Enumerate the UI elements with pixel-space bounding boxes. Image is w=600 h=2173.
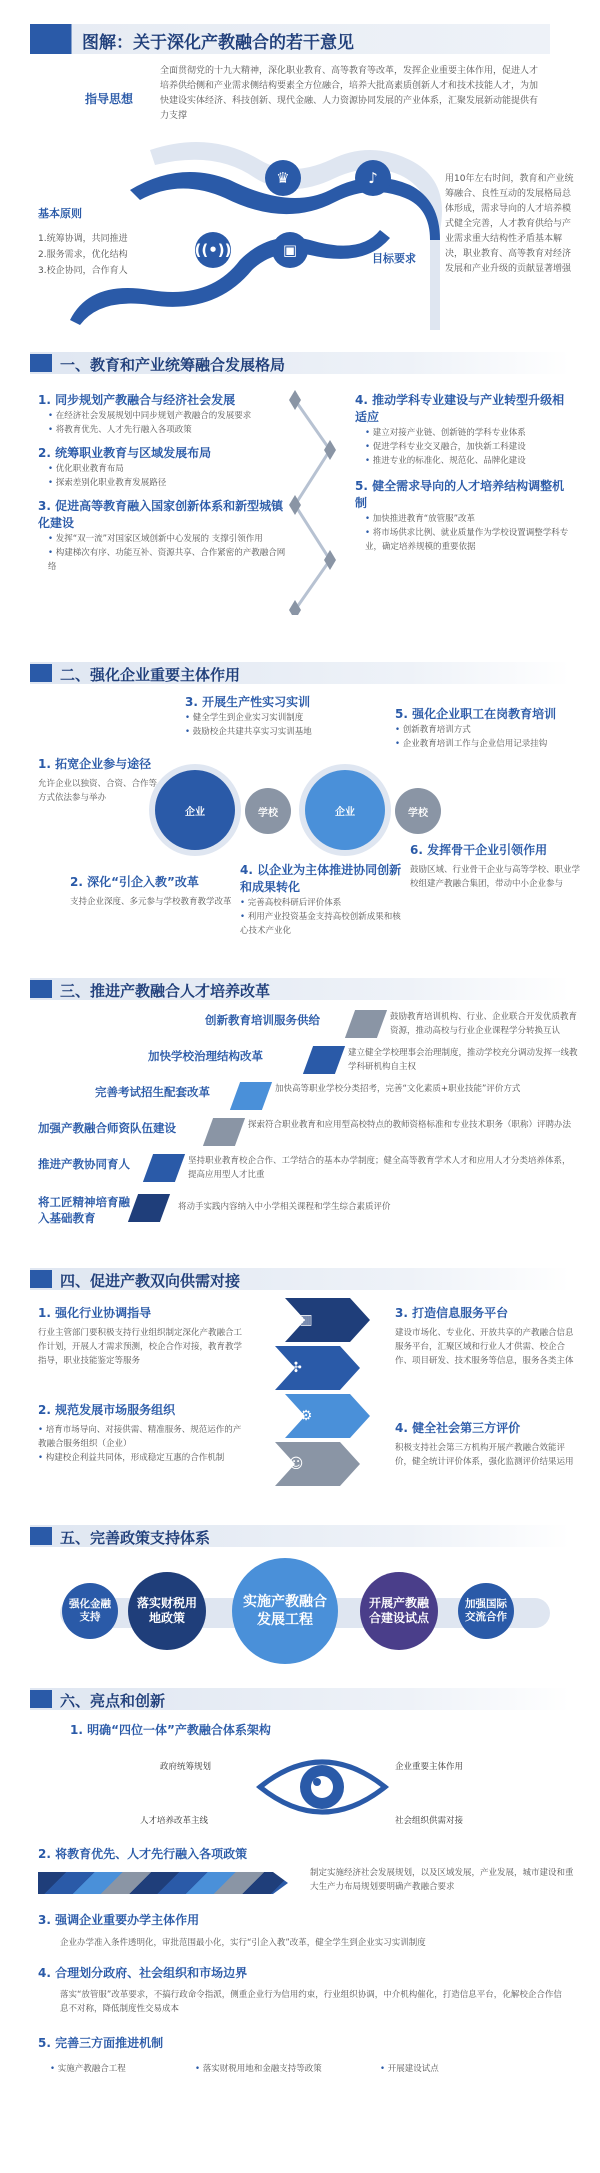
- s3-row5-text: 坚持职业教育校企合作、工学结合的基本办学制度；健全高等教育学术人才和应用人才分类培养体系，提高应用型人才比重: [188, 1156, 571, 1180]
- s1-item3-bullet1: • 发挥“双一流”对国家区域创新中心发展的 支撑引领作用: [38, 532, 293, 546]
- s3-row1-heading: 创新教育培训服务供给: [205, 1013, 320, 1027]
- guide-text: 全面贯彻党的十九大精神，深化职业教育、高等教育等改革，发挥企业重要主体作用，促进人才培养供给侧和产业需求侧结构要素全方位融合，培养大批高素质创新人才和技术技能人才，为加快建设实体经济、科技创新、现代金融、人力资源协同发展的产业体系，汇聚发展新动能提供有力支撑: [160, 66, 539, 121]
- s6-point2-heading: 2. 将教育优先、人才先行融入各项政策: [38, 1847, 248, 1861]
- s4-item1-heading: 1. 强化行业协调指导: [38, 1306, 152, 1320]
- s2-item6-heading: 6. 发挥骨干企业引领作用: [410, 843, 548, 857]
- s3-step1: [345, 1010, 387, 1038]
- section-1-title: 一、教育和产业统筹融合发展格局: [60, 356, 286, 374]
- s6-point5-heading: 5. 完善三方面推进机制: [38, 2036, 164, 2050]
- section-3-title: 三、推进产教融合人才培养改革: [60, 982, 271, 1000]
- s2-item3-bullet2: • 鼓励校企共建共享实习实训基地: [185, 725, 385, 739]
- school-gear-2: [395, 788, 441, 834]
- s1-item4-bullet3: • 推进专业的标准化、规范化、品牌化建设: [355, 454, 575, 468]
- s6-point3-text: 企业办学准入条件透明化，审批范围最小化，实行“引企入教”改革，健全学生到企业实习实训制度: [60, 1938, 426, 1948]
- s2-item3-heading: 3. 开展生产性实习实训: [185, 695, 311, 709]
- principles-label: 基本原则: [38, 207, 82, 220]
- s6-eye-ent: 企业重要主体作用: [395, 1762, 464, 1772]
- policy-circle-4: [360, 1572, 438, 1650]
- section-4-title: 四、促进产教双向供需对接: [60, 1272, 241, 1290]
- s2-item2-text: 支持企业深度、多元参与学校教育教学改革: [70, 897, 232, 907]
- policy-circle-2: [128, 1572, 206, 1650]
- s1-item4-heading: 4. 推动学科专业建设与产业转型升级相适应: [355, 393, 565, 424]
- s3-step2: [303, 1046, 345, 1074]
- section-2-title: 二、强化企业重要主体作用: [60, 666, 241, 684]
- s6-point4-heading: 4. 合理划分政府、社会组织和市场边界: [38, 1966, 248, 1980]
- s1-item1-bullet2: • 将教育优先、人才先行融入各项政策: [38, 423, 293, 437]
- policy-circle-5: [458, 1583, 514, 1639]
- s1-item5-bullet2: • 将市场供求比例、就业质量作为学校设置调整学科专业，确定培养规模的重要依据: [355, 526, 575, 554]
- s1-item5-bullet1: • 加快推进教育“放管服”改革: [355, 512, 575, 526]
- s3-row1-text: 鼓励教育培训机构、行业、企业联合开发优质教育资源，推动高校与行业企业课程学分转换互认: [390, 1012, 578, 1036]
- section-4-bar: [30, 1268, 570, 1290]
- s2-item2-heading: 2. 深化“引企入教”改革: [70, 875, 199, 889]
- s3-row4: [38, 1118, 580, 1154]
- s2-item5-bullet1: • 创新教育培训方式: [395, 723, 580, 737]
- s2-item3-bullet1: • 健全学生到企业实习实训制度: [185, 711, 385, 725]
- gear-label-enterprise-1: 企业: [185, 806, 205, 818]
- gear-label-enterprise-2: 企业: [335, 806, 355, 818]
- section-5-bar: [30, 1525, 570, 1547]
- s1-item2-heading: 2. 统筹职业教育与区域发展布局: [38, 446, 212, 460]
- s1-item1-heading: 1. 同步规划产教融合与经济社会发展: [38, 393, 236, 407]
- s3-row4-text: 探索符合职业教育和应用型高校特点的教师资格标准和专业技术职务（职称）评聘办法: [248, 1120, 572, 1130]
- s6-point5-item2: • 落实财税用地和金融支持等政策: [195, 2062, 322, 2076]
- section-1-bar: [30, 352, 570, 374]
- microphone-icon: ♪: [355, 160, 391, 196]
- s2-item1-text: 允许企业以独资、合资、合作等方式依法参与举办: [38, 779, 158, 803]
- s3-row1: [205, 1010, 580, 1046]
- s3-row5-heading: 推进产教协同育人: [38, 1157, 130, 1171]
- signal-icon: ((•)): [195, 232, 231, 268]
- section-6-bar: [30, 1688, 570, 1710]
- s3-step3: [230, 1082, 272, 1110]
- s6-point1-heading: 1. 明确“四位一体”产教融合体系架构: [70, 1723, 271, 1737]
- s4-item2-bullet2: • 构建校企利益共同体，形成稳定互惠的合作机制: [38, 1451, 248, 1465]
- s3-row3: [95, 1082, 580, 1118]
- s2-item6-text: 鼓励区域、行业骨干企业与高等学校、职业学校组建产教融合集团，带动中小企业参与: [410, 865, 581, 889]
- s6-point2-text: 制定实施经济社会发展规划，以及区域发展，产业发展，城市建设和重大生产力布局规划要明确产教融合要求: [310, 1868, 574, 1892]
- s6-eye-talent: 人才培养改革主线: [140, 1816, 209, 1826]
- policy-circle-4-label: 开展产教融合建设试点: [368, 1596, 429, 1625]
- policy-circle-3: [232, 1558, 338, 1664]
- s3-row2-heading: 加快学校治理结构改革: [148, 1049, 263, 1063]
- goal-label: 目标要求: [372, 252, 416, 265]
- s3-row6-heading: 将工匠精神培育融入基础教育: [38, 1195, 130, 1225]
- section-6-title: 六、亮点和创新: [60, 1692, 166, 1710]
- s3-row4-heading: 加强产教融合师资队伍建设: [38, 1121, 176, 1135]
- gear-icon: ⚙: [299, 1408, 313, 1424]
- s1-item3-bullet2: • 构建梯次有序、功能互补、资源共享、合作紧密的产教融合网络: [38, 546, 293, 574]
- s6-point5-item1: • 实施产教融合工程: [50, 2062, 126, 2076]
- page-title: 图解：关于深化产教融合的若干意见: [82, 33, 354, 53]
- chart-icon: ▥: [299, 1312, 313, 1328]
- s3-step6: [128, 1194, 170, 1222]
- eye-graphic: [255, 1745, 390, 1830]
- principle-2: 2.服务需求，优化结构: [38, 250, 128, 260]
- s1-item2-bullet2: • 探索差别化职业教育发展路径: [38, 476, 293, 490]
- s1-item5-heading: 5. 健全需求导向的人才培养结构调整机制: [355, 479, 565, 510]
- section-2-bar: [30, 662, 570, 684]
- gear-label-school-2: 学校: [408, 807, 428, 819]
- s3-step5: [143, 1154, 185, 1182]
- enterprise-gear-2: [305, 770, 385, 850]
- policy-circle-5-label: 加强国际交流合作: [465, 1598, 507, 1623]
- s6-eye-gov: 政府统筹规划: [160, 1762, 212, 1772]
- title-bar: [30, 24, 550, 54]
- s2-item4-heading: 4. 以企业为主体推进协同创新和成果转化: [240, 863, 402, 894]
- section-5-title: 五、完善政策支持体系: [60, 1529, 211, 1547]
- principle-1: 1.统筹协调，共同推进: [38, 234, 128, 244]
- policy-circle-1: [62, 1583, 118, 1639]
- s1-item4-bullet2: • 促进学科专业交叉融合，加快新工科建设: [355, 440, 575, 454]
- s6-point2-arrowbar: [38, 1872, 288, 1894]
- s1-item4-bullet1: • 建立对接产业链、创新链的学科专业体系: [355, 426, 575, 440]
- s4-item4-heading: 4. 健全社会第三方评价: [395, 1421, 521, 1435]
- policy-circle-1-label: 强化金融支持: [69, 1598, 111, 1623]
- goal-text: 用10年左右时间，教育和产业统筹融合、良性互动的发展格局总体形成，需求导向的人才培养模式健全完善，人才教育供给与产业需求重大结构性矛盾基本解决，职业教育、高等教育对经济发展和产业升级的贡献显著增强: [445, 174, 574, 274]
- guide-label: 指导思想: [85, 92, 134, 106]
- section-3-bar: [30, 978, 570, 1000]
- enterprise-gear-1: [155, 770, 235, 850]
- trophy-icon: ♛: [265, 160, 301, 196]
- s4-item2-bullet1: • 培育市场导向、对接供需、精准服务、规范运作的产教融合服务组织（企业）: [38, 1423, 248, 1451]
- s4-item3-heading: 3. 打造信息服务平台: [395, 1306, 509, 1320]
- policy-circle-3-label: 实施产教融合发展工程: [243, 1594, 327, 1628]
- s2-item4-bullet2: • 利用产业投资基金支持高校创新成果和核心技术产业化: [240, 910, 405, 938]
- s1-item3-heading: 3. 促进高等教育融入国家创新体系和新型城镇化建设: [38, 499, 284, 530]
- s6-eye-social: 社会组织供需对接: [395, 1816, 464, 1826]
- s6-point3-heading: 3. 强调企业重要办学主体作用: [38, 1913, 200, 1927]
- gear-label-school-1: 学校: [258, 807, 278, 819]
- s3-row2-text: 建立健全学校理事会治理制度，推动学校充分调动发挥一线教学科研机构自主权: [348, 1048, 578, 1072]
- school-gear-1: [245, 788, 291, 834]
- policy-circle-2-label: 落实财税用地政策: [136, 1596, 197, 1625]
- s3-row6-text: 将动手实践内容纳入中小学相关课程和学生综合素质评价: [178, 1202, 391, 1212]
- s2-item4-bullet1: • 完善高校科研后评价体系: [240, 896, 405, 910]
- people-icon: ☺: [288, 1456, 304, 1472]
- network-icon: ✣: [290, 1360, 302, 1376]
- s3-row6: [38, 1192, 580, 1228]
- s4-item2-heading: 2. 规范发展市场服务组织: [38, 1403, 176, 1417]
- monitor-icon: ▣: [272, 232, 308, 268]
- s3-row3-text: 加快高等职业学校分类招考，完善“文化素质+职业技能”评价方式: [275, 1084, 521, 1094]
- principle-3: 3.校企协同，合作育人: [38, 266, 128, 276]
- s6-point4-text: 落实“放管服”改革要求，不搞行政命令指派，侧重企业行为信用约束，行业组织协调，中介机构催化，打造信息平台，化解校企合作信息不对称，降低制度性交易成本: [60, 1990, 562, 2014]
- s3-row3-heading: 完善考试招生配套改革: [95, 1085, 210, 1099]
- s4-item3-text: 建设市场化、专业化、开放共享的产教融合信息服务平台，汇聚区域和行业人才供需、校企合作、项目研发、技术服务等信息，服务各类主体: [395, 1328, 574, 1366]
- s4-item1-text: 行业主管部门要积极支持行业组织制定深化产教融合工作计划，开展人才需求预测，校企合作对接，教育教学指导，职业技能鉴定等服务: [38, 1328, 243, 1366]
- s6-point5-item3: • 开展建设试点: [380, 2062, 439, 2076]
- s3-step4: [203, 1118, 245, 1146]
- s2-item1-heading: 1. 拓宽企业参与途径: [38, 757, 152, 771]
- s1-item2-bullet1: • 优化职业教育布局: [38, 462, 293, 476]
- s3-row2: [148, 1046, 580, 1082]
- s3-row5: [38, 1154, 580, 1192]
- s2-item5-bullet2: • 企业教育培训工作与企业信用记录挂钩: [395, 737, 580, 751]
- s1-item1-bullet1: • 在经济社会发展规划中同步规划产教融合的发展要求: [38, 409, 293, 423]
- s2-item5-heading: 5. 强化企业职工在岗教育培训: [395, 707, 557, 721]
- s4-item4-text: 积极支持社会第三方机构开展产教融合效能评价，健全统计评价体系，强化监测评价结果运用: [395, 1443, 574, 1467]
